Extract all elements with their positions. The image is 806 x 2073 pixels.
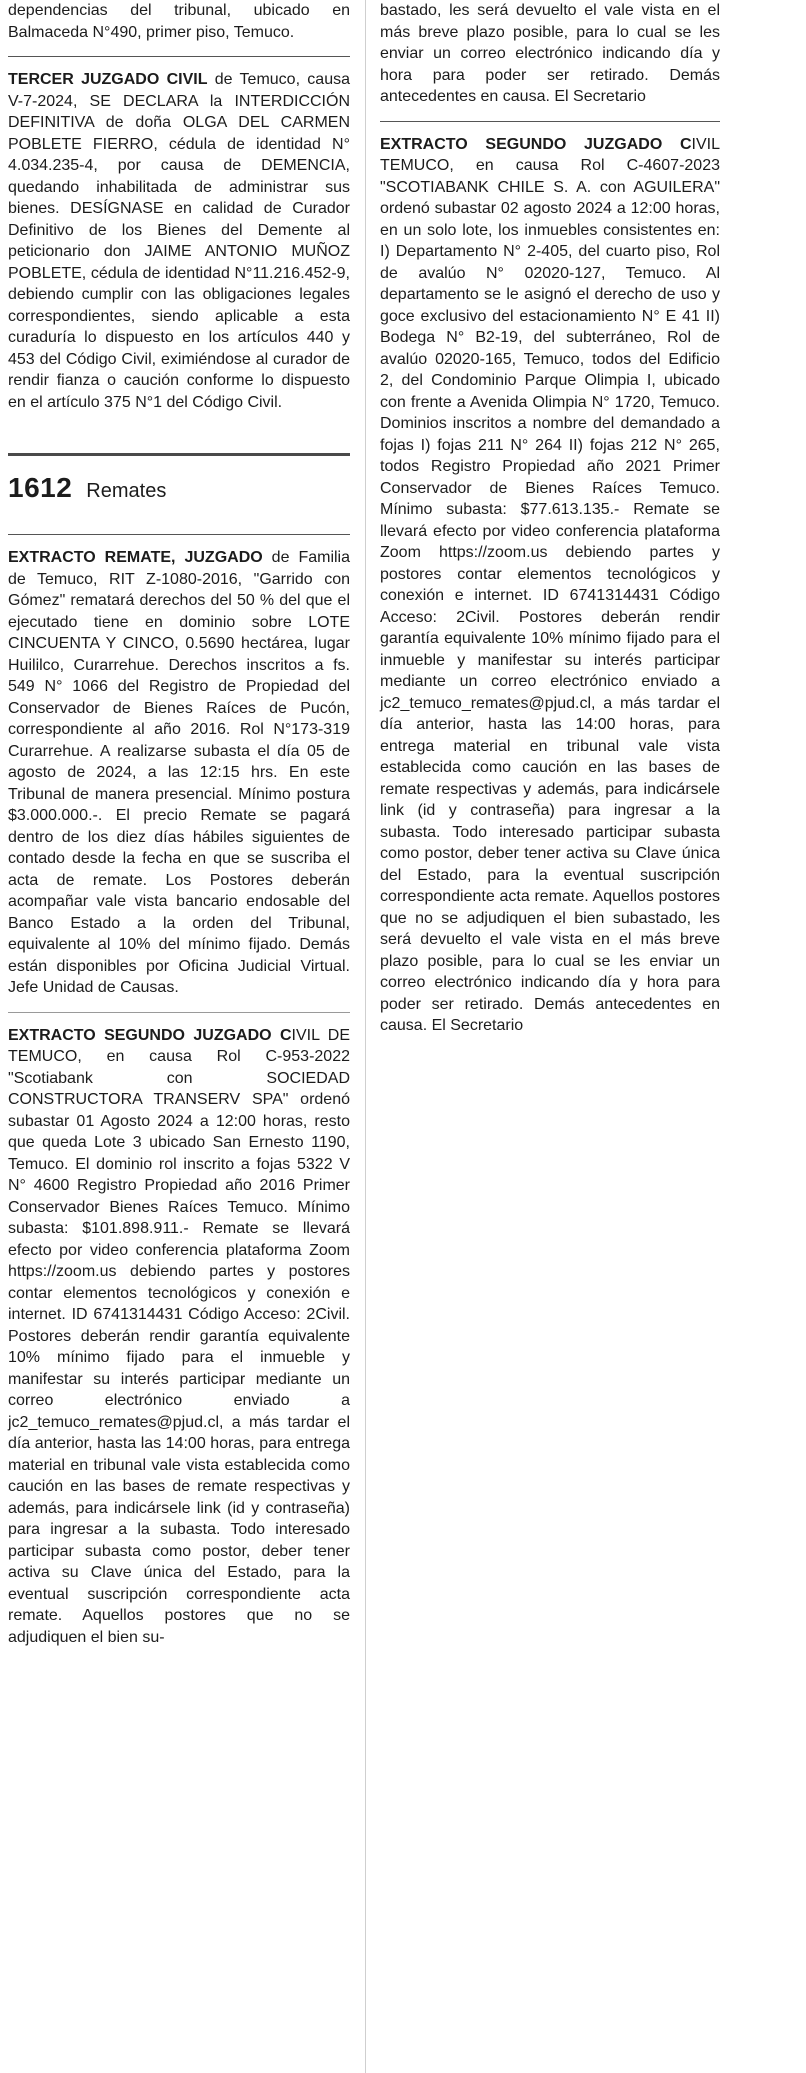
notice-heading: EXTRACTO SEGUNDO JUZGADO C: [380, 135, 692, 153]
notice-fragment-start: dependencias del tribunal, ubicado en Balmaceda N°490, primer piso, Temuco.: [8, 2, 350, 41]
section-header: [8, 472, 350, 504]
notice-body: IVIL TEMUCO, en causa Rol C-4607-2023 "SCOTIABANK CHILE S. A. con AGUILERA" ordenó subastar 02 agosto 2024 a 12:00 horas, en un solo lote, los inmuebles consistentes en: I) Departamento N° 2-405, del cuarto piso, Rol de avalúo N° 02020-127, Temuco. Al departamento se le asignó el derecho de uso y goce exclusivo del estacionamiento N° E 41 II) Bodega N° B2-19, del subterráneo, Rol de avalúo 02020-165, Temuco, todos del Edificio 2, del Condominio Parque Olimpia I, ubicado con frente a Avenida Olimpia N° 1720, Temuco. Dominios inscritos a nombre del demandado a fojas I) fojas 211 N° 264 II) fojas 212 N° 265, todos Registro Propiedad año 2021 Primer Conservador de Bienes Raíces Temuco. Mínimo subasta: $77.613.135.- Remate se llevará efecto por video conferencia plataforma Zoom https://zoom.us debiendo partes y postores contar elementos tecnológicos y conexión e internet. ID 6741314431 Código Acceso: 2Civil. Postores deberán rendir garantía equivalente 10% mínimo fijado para el inmueble y manifestar su interés participar mediante un correo electrónico enviado a jc2_temuco_remates@pjud.cl, a más tardar el día anterior, hasta las 14:00 horas, para entrega material en tribunal vale vista establecida como caución en las bases de remate respectivas y además, para indicársele link (id y contraseña) para ingresar a la subasta. Todo interesado participar subasta como postor, deber tener activa su Clave única del Estado, para la eventual suscripción correspondiente acta remate. Aquellos postores que no se adjudiquen el bien subastado, les será devuelto el vale vista en el más breve plazo posible, para lo cual se les enviar un correo electrónico indicando día y hora para poder ser retirado. Demás antecedentes en causa. El Secretario: [380, 135, 720, 1034]
notice-tercer-juzgado-civil: [8, 69, 350, 413]
notice-separator: [8, 534, 350, 535]
notice-separator: [380, 121, 720, 122]
notice-heading: EXTRACTO REMATE, JUZGADO: [8, 549, 263, 566]
notice-separator: [8, 56, 350, 57]
section-title: Remates: [86, 480, 167, 502]
right-column: [380, 0, 720, 1037]
notice-separator: [8, 1012, 350, 1013]
notice-heading: EXTRACTO SEGUNDO JUZGADO C: [8, 1026, 292, 1044]
notice-body: IVIL DE TEMUCO, en causa Rol C-953-2022 "Scotiabank con SOCIEDAD CONSTRUCTORA TRANSERV SPA" ordenó subastar 01 Agosto 2024 a 12:00 horas, resto que queda Lote 3 ubicado San Ernesto 1190, Temuco. El dominio rol inscrito a fojas 5322 V N° 4600 Registro Propiedad año 2016 Primer Conservador Bienes Raíces Temuco. Mínimo subasta: $101.898.911.- Remate se llevará efecto por video conferencia plataforma Zoom https://zoom.us debiendo partes y postores contar elementos tecnológicos y conexión e internet. ID 6741314431 Código Acceso: 2Civil. Postores deberán rendir garantía equivalente 10% mínimo fijado para el inmueble y manifestar su interés participar mediante un correo electrónico enviado a jc2_temuco_remates@pjud.cl, a más tardar el día anterior, hasta las 14:00 horas, para entrega material en tribunal vale vista establecida como caución en las bases de remate respectivas y además, para indicársele link (id y contraseña) para ingresar a la subasta. Todo interesado participar subasta como postor, deber tener activa su Clave única del Estado, para la eventual suscripción correspondiente acta remate. Aquellos postores que no se adjudiquen el bien su-: [8, 1026, 350, 1646]
notice-segundo-juzgado-transerv: [8, 1025, 350, 1649]
left-column: [8, 0, 350, 1648]
notice-body: de Familia de Temuco, RIT Z-1080-2016, "Garrido con Gómez" rematará derechos del 50 % del que el ejecutado tiene en dominio sobre LOTE CINCUENTA Y CINCO, 0.5690 hectárea, lugar Huililco, Curarrehue. Derechos inscritos a fs. 549 N° 1066 del Registro de Propiedad del Conservador de Bienes Raíces de Pucón, correspondiente al año 2016. Rol N°173-319 Curarrehue. A realizarse subasta el día 05 de agosto de 2024, a las 12:15 hrs. En este Tribunal de manera presencial. Mínimo postura $3.000.000.-. El precio Remate se pagará dentro de los diez días hábiles siguientes de contado desde la fecha en que se suscriba el acta de remate. Los Postores deberán acompañar vale vista bancario endosable del Banco Estado a la orden del Tribunal, equivalente al 10% del mínimo fijado. Demás están disponibles por Oficina Judicial Virtual. Jefe Unidad de Causas.: [8, 549, 351, 996]
notice-segundo-juzgado-aguilera: [380, 134, 720, 1037]
notice-remate-familia: [8, 547, 350, 999]
column-divider: [365, 0, 366, 2073]
notice-body: de Temuco, causa V-7-2024, SE DECLARA la INTERDICCIÓN DEFINITIVA de doña OLGA DEL CARMEN POBLETE FIERRO, cédula de identidad N° 4.034.235-4, por causa de DEMENCIA, quedando inhabilitada de administrar sus bienes. DESÍGNASE en calidad de Curador Definitivo de los Bienes del Demente al peticionario don JAIME ANTONIO MUÑOZ POBLETE, cédula de identidad N°11.216.452-9, debiendo cumplir con las obligaciones legales correspondientes, siendo aplicable a esta curaduría lo dispuesto en los artículos 440 y 453 del Código Civil, eximiéndose al curador de rendir fianza o caución conforme lo dispuesto en el artículo 375 N°1 del Código Civil.: [8, 71, 350, 411]
section-number: 1612: [8, 472, 73, 503]
notice-fragment-continued: bastado, les será devuelto el vale vista en el más breve plazo posible, para lo cual se les enviar un correo electrónico indicando día y hora para poder ser retirado. Demás antecedentes en causa. El Secretario: [380, 2, 720, 105]
notice-heading: TERCER JUZGADO CIVIL: [8, 71, 208, 88]
section-rule: [8, 453, 350, 456]
